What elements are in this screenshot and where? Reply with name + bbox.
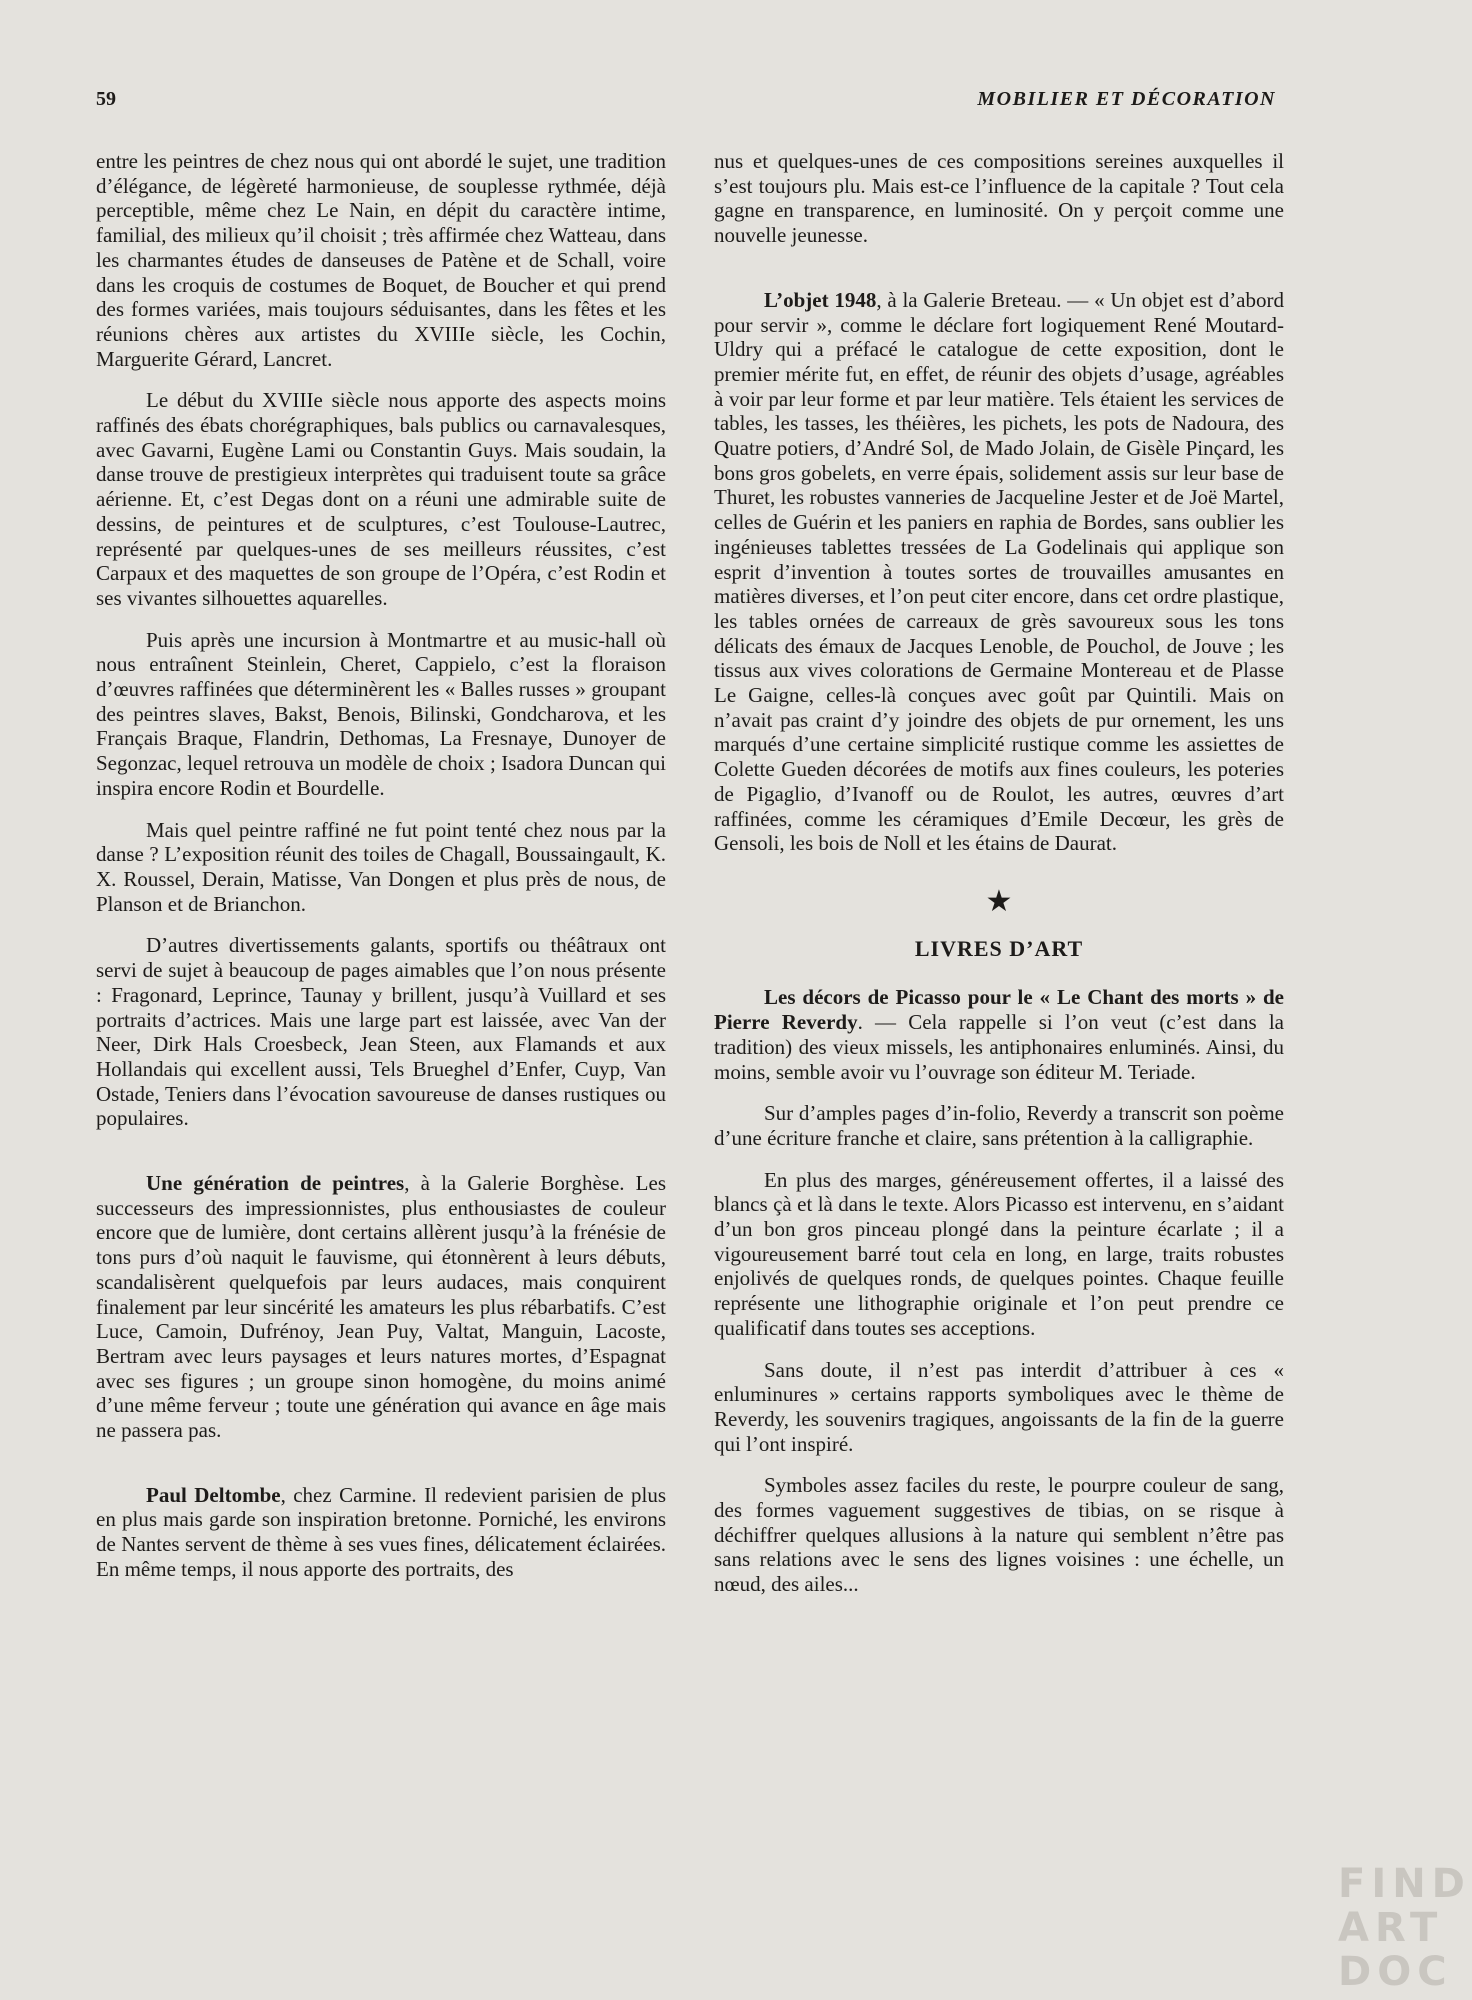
paragraph-picasso: [714, 985, 1284, 1084]
paragraph: Le début du XVIIIe siècle nous apporte des aspects moins raffinés des ébats chorégraphiques, bals publics ou carnavalesques, avec Gavarni, Eugène Lami ou Constantin Guys. Mais soudain, la danse trouve de prestigieux interprètes qui traduisent toute sa grâce aérienne. Et, c’est Degas dont on a réuni une admirable suite de dessins, de peintures et de sculptures, c’est Toulouse-Lautrec, représenté par quelques-unes de ses meilleurs réussites, c’est Carpaux et des maquettes de son groupe de l’Opéra, c’est Rodin et ses vivantes silhouettes aquarelles.: [96, 388, 666, 610]
page-number: 59: [96, 88, 116, 110]
paragraph: Puis après une incursion à Montmartre et au music-hall où nous entraînent Steinlein, Cheret, Cappielo, c’est la floraison d’œuvres raffinées que déterminèrent les « Balles russes » groupant des peintres slaves, Bakst, Benois, Bilinski, Gondcharova, et les Français Braque, Flandrin, Dethomas, La Fresnaye, Dunoyer de Segonzac, lequel retrouva un modèle de choix ; Isadora Duncan qui inspira encore Rodin et Bourdelle.: [96, 627, 666, 800]
paragraph: entre les peintres de chez nous qui ont abordé le sujet, une tradition d’élégance, de légèreté harmonieuse, de souplesse rythmée, déjà perceptible, même chez Le Nain, en dépit du caractère intime, familial, des milieux qu’il choisit ; très affirmée chez Watteau, dans les charmantes études de danseuses de Patène et de Schall, voire dans les croquis de costumes de Boquet, de Boucher et qui prend des formes variées, mais toujours séduisantes, dans les fêtes et les réunions chères aux artistes du XVIIIe siècle, les Cochin, Marguerite Gérard, Lancret.: [96, 149, 666, 371]
exhibition-title: L’objet 1948: [764, 287, 877, 312]
star-separator-icon: ★: [985, 884, 1013, 918]
running-head: MOBILIER ET DÉCORATION: [977, 88, 1276, 110]
paragraph: D’autres divertissements galants, sportifs ou théâtraux ont servi de sujet à beaucoup de pages aimables que l’on nous présente : Fragonard, Leprince, Taunay y brillent, jusqu’à Vuillard et ses portraits d’actrices. Mais une large part est laissée, avec Van der Neer, Dirk Hals Croesbeck, Jean Steen, aux Flamands et aux Hollandais qui excellent aussi, Tels Brueghel d’Enfer, Cuyp, Van Ostade, Teniers dans l’évocation savoureuse de danses rustiques ou populaires.: [96, 933, 666, 1131]
paragraph: Mais quel peintre raffiné ne fut point tenté chez nous par la danse ? L’exposition réunit des toiles de Chagall, Boussaingault, K. X. Roussel, Derain, Matisse, Van Dongen et plus près de nous, de Planson et de Brianchon.: [96, 817, 666, 916]
watermark-line: ART: [1338, 1905, 1444, 1951]
paragraph: En plus des marges, généreusement offertes, il a laissé des blancs çà et là dans le texte. Alors Picasso est intervenu, en s’aidant d’un bon gros pinceau plongé dans la peinture écarlate ; il a vigoureusement barré tout cela en long, en large, traits robustes enjolivés de quelques ronds, de quelques pointes. Chaque feuille représente une lithographie originale et l’on peut prendre ce qualificatif dans toutes ses acceptions.: [714, 1167, 1284, 1340]
paragraph-exhibition-borghese: [96, 1171, 666, 1443]
exhibition-title: Une génération de peintres: [146, 1171, 405, 1196]
paragraph-text: , à la Galerie Borghèse. Les successeurs des impressionnistes, plus enthousiastes de couleur encore que de lumière, dont certains allèrent jusqu’à la frénésie de tons purs d’où naquit le fauvisme, qui étonnèrent à leurs débuts, scandalisèrent quelquefois par leurs audaces, mais conquirent finalement par leur sincérité les amateurs les plus rébarbatifs. C’est Luce, Camoin, Dufrénoy, Jean Puy, Valtat, Manguin, Lacoste, Bertram avec leurs paysages et leurs natures mortes, d’Espagnat avec ses figures ; un groupe sinon homogène, du moins animé d’une même ferveur ; toute une génération qui avance en âge mais ne passera pas.: [96, 1171, 666, 1443]
watermark-line: DOC: [1338, 1949, 1453, 1995]
right-column: [714, 149, 1284, 1614]
exhibition-title: Paul Deltombe: [146, 1482, 281, 1507]
paragraph-text: , à la Galerie Breteau. — « Un objet est d’abord pour servir », comme le déclare fort logiquement René Moutard-Uldry qui a préfacé le catalogue de cette exposition, dont le premier mérite fut, en effet, de réunir des objets d’usage, agréables à voir par leur forme et par leur matière. Tels étaient les services de tables, les tasses, les théières, les pichets, les pots de Nadoura, des Quatre potiers, d’André Sol, de Mado Jolain, de Gisèle Pinçard, les bons gros gobelets, en verre épais, solidement assis sur leur base de Thuret, les robustes vanneries de Jacqueline Jester et de Joë Martel, celles de Guérin et les paniers en raphia de Bordes, sans oublier les ingénieuses tablettes tressées de La Godelinais qui applique son esprit d’invention à toutes sortes de trouvailles amusantes en matières diverses, et l’on peut citer encore, dans cet ordre plastique, les tables ornées de carreaux de grès savoureux sous les tons délicats des émaux de Jacques Lenoble, de Pouchol, de Jouve ; les tissus aux vives colorations de Germaine Montereau et de Plasse Le Gaigne, celles-là conçues avec goût par Quintili. Mais on n’avait pas craint d’y joindre des objets de pur ornement, les uns marqués d’une certaine simplicité rustique comme les assiettes de Colette Gueden décorées de motifs aux fines couleurs, les poteries de Pigaglio, d’Ivanoff ou de Roulot, les autres, œuvres d’art raffinées, comme les céramiques d’Emile Decœur, les grès de Gensoli, les bois de Noll et les étains de Daurat.: [714, 287, 1284, 856]
paragraph-exhibition-carmine: [96, 1483, 666, 1582]
paragraph: nus et quelques-unes de ces compositions sereines auxquelles il s’est toujours plu. Mais est-ce l’influence de la capitale ? Tout cela gagne en transparence, en luminosité. On y perçoit comme une nouvelle jeunesse.: [714, 149, 1284, 248]
paragraph-text: . — Cela rappelle si l’on veut (c’est dans la tradition) des vieux missels, les antiphonaires enluminés. Ainsi, du moins, semble avoir vu l’ouvrage son éditeur M. Teriade.: [714, 1010, 1284, 1084]
section-title: LIVRES D’ART: [914, 935, 1084, 961]
paragraph: Sur d’amples pages d’in-folio, Reverdy a transcrit son poème d’une écriture franche et claire, sans prétention à la calligraphie.: [714, 1101, 1284, 1150]
paragraph: Symboles assez faciles du reste, le pourpre couleur de sang, des formes vaguement suggestives de tibias, on se risque à déchiffrer quelques allusions à la nature qui semblent n’être pas sans relations avec le sens des lignes voisines : une échelle, un nœud, des ailes...: [714, 1473, 1284, 1597]
watermark-line: FIND: [1338, 1861, 1471, 1907]
paragraph-exhibition-breteau: [714, 288, 1284, 856]
left-column: [96, 149, 666, 1599]
paragraph: Sans doute, il n’est pas interdit d’attribuer à ces « enluminures » certains rapports symboliques avec le thème de Reverdy, les souvenirs tragiques, angoissants de la fin de la guerre qui l’ont inspiré.: [714, 1357, 1284, 1456]
book-title: Les décors de Picasso pour le « Le Chant des morts » de Pierre Reverdy: [714, 985, 1284, 1035]
findartdoc-watermark: [1338, 1861, 1471, 1995]
paragraph-text: , chez Carmine. Il redevient parisien de plus en plus mais garde son inspiration bretonne. Porniché, les environs de Nantes servent de thème à ses vues fines, délicatement éclairées. En même temps, il nous apporte des portraits, des: [96, 1482, 666, 1581]
